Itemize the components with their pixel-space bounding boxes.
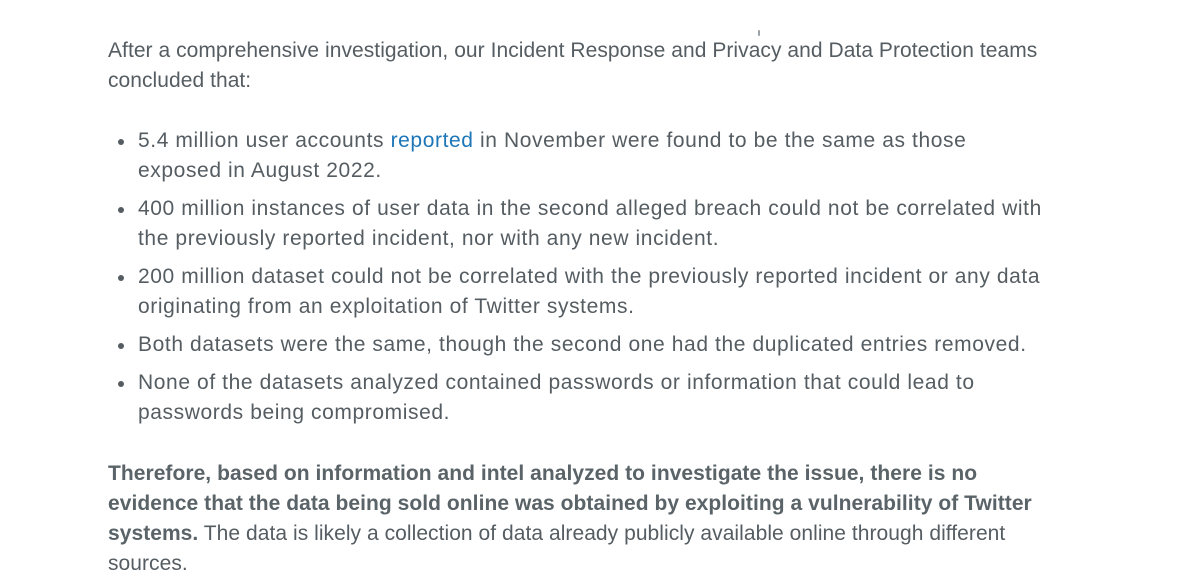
finding-text-after-link: in November were found to be the same as those exposed in August 2022. <box>138 129 967 182</box>
conclusion-paragraph <box>108 459 1048 579</box>
finding-text: Both datasets were the same, though the second one had the duplicated entries removed. <box>138 333 1027 356</box>
list-item <box>108 262 1048 322</box>
finding-text: None of the datasets analyzed contained passwords or information that could lead to passwords being compromised. <box>138 371 975 424</box>
reported-link[interactable]: reported <box>390 129 474 152</box>
list-item <box>108 330 1048 360</box>
list-item <box>108 368 1048 428</box>
bullet-icon <box>118 275 124 281</box>
findings-list <box>108 126 1048 428</box>
bullet-icon <box>118 381 124 387</box>
bullet-icon <box>118 343 124 349</box>
conclusion-bold-statement: Therefore, based on information and intel analyzed to investigate the issue, there is no evidence that the data being sold online was obtained by exploiting a vulnerability of Twitter systems. <box>108 462 1032 545</box>
cropped-text-fragment <box>758 30 760 36</box>
list-item <box>108 126 1048 186</box>
list-item <box>108 194 1048 254</box>
article-body <box>108 36 1048 579</box>
finding-text: 400 million instances of user data in the second alleged breach could not be correlated with the previously reported incident, nor with any new incident. <box>138 197 1042 250</box>
intro-paragraph: After a comprehensive investigation, our Incident Response and Privacy and Data Protection teams concluded that: <box>108 39 1038 92</box>
conclusion-remainder: The data is likely a collection of data already publicly available online through different sources. <box>108 522 1006 575</box>
finding-text: 200 million dataset could not be correlated with the previously reported incident or any data originating from an exploitation of Twitter systems. <box>138 265 1041 318</box>
bullet-icon <box>118 207 124 213</box>
bullet-icon <box>118 139 124 145</box>
finding-text-before-link: 5.4 million user accounts <box>138 129 391 152</box>
